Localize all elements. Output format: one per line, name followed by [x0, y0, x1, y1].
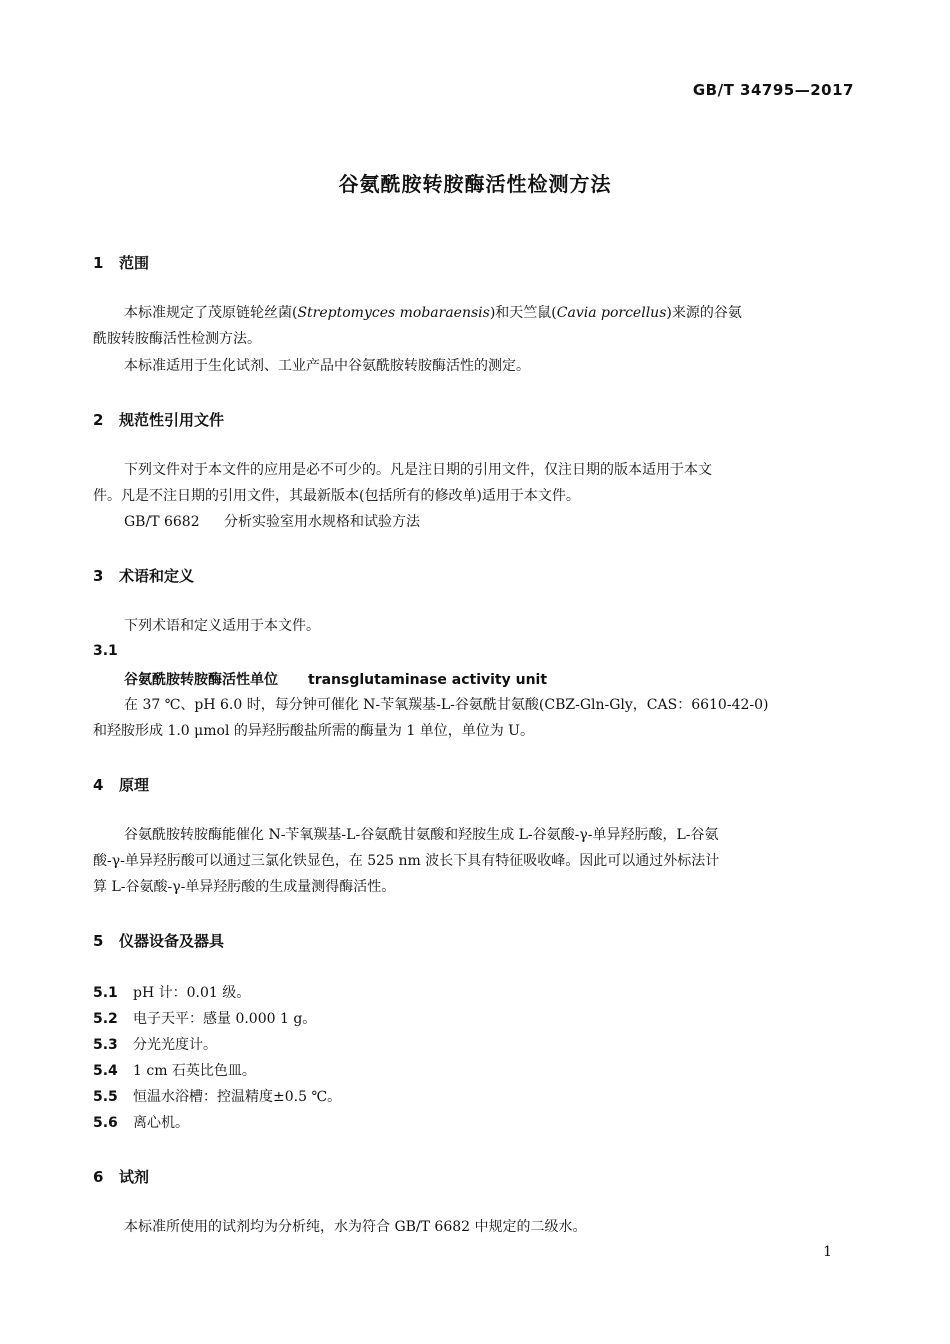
text-run: )来源的谷氨 [666, 305, 742, 321]
principle-line-1: 谷氨酰胺转胺酶能催化 N-苄氧羰基-L-谷氨酰甘氨酸和羟胺生成 L-谷氨酸-γ-单异羟肟酸，L-谷氨 [124, 827, 719, 843]
section-number: 3 [93, 567, 104, 585]
term-chinese: 谷氨酰胺转胺酶活性单位 [124, 672, 278, 688]
item-text: pH 计：0.01 级。 [133, 985, 251, 1001]
item-number: 5.6 [93, 1115, 118, 1131]
term-definition-cont: 和羟胺形成 1.0 μmol 的异羟肟酸盐所需的酶量为 1 单位，单位为 U。 [93, 723, 534, 739]
section-number: 4 [93, 776, 104, 794]
item-number: 5.3 [93, 1037, 118, 1053]
equipment-item [93, 1035, 217, 1055]
section-title: 试剂 [119, 1168, 150, 1186]
equipment-item [93, 983, 250, 1003]
page-number: 1 [823, 1244, 832, 1260]
equipment-item [93, 1113, 189, 1133]
principle-line-2: 酸-γ-单异羟肟酸可以通过三氯化铁显色，在 525 nm 波长下具有特征吸收峰。因此可以通过外标法计 [93, 853, 720, 869]
item-text: 离心机。 [133, 1115, 189, 1131]
terms-intro: 下列术语和定义适用于本文件。 [124, 618, 320, 634]
section-5-heading [93, 930, 224, 951]
item-text: 恒温水浴槽：控温精度±0.5 ℃。 [133, 1089, 342, 1105]
scope-paragraph-2: 本标准适用于生化试剂、工业产品中谷氨酰胺转胺酶活性的测定。 [124, 358, 530, 374]
item-number: 5.1 [93, 985, 118, 1001]
section-title: 仪器设备及器具 [119, 932, 225, 950]
section-title: 范围 [119, 254, 150, 272]
equipment-item [93, 1009, 316, 1029]
term-english: transglutaminase activity unit [308, 672, 548, 688]
text-run: 本标准规定了茂原链轮丝菌( [124, 305, 298, 321]
section-number: 2 [93, 411, 104, 429]
section-2-heading [93, 409, 224, 430]
item-text: 1 cm 石英比色皿。 [133, 1063, 256, 1079]
text-run: )和天竺鼠( [489, 305, 557, 321]
scope-paragraph-1 [124, 303, 742, 323]
section-number: 6 [93, 1168, 104, 1186]
subsection-number: 3.1 [93, 643, 118, 659]
section-number: 5 [93, 932, 104, 950]
reagents-paragraph: 本标准所使用的试剂均为分析纯，水为符合 GB/T 6682 中规定的二级水。 [124, 1219, 587, 1235]
item-number: 5.5 [93, 1089, 118, 1105]
section-1-heading [93, 252, 149, 273]
item-number: 5.4 [93, 1063, 118, 1079]
section-title: 规范性引用文件 [119, 411, 225, 429]
reference-title: 分析实验室用水规格和试验方法 [224, 514, 420, 530]
equipment-item [93, 1061, 256, 1081]
section-3-heading [93, 565, 194, 586]
term-definition: 在 37 ℃、pH 6.0 时，每分钟可催化 N-苄氧羰基-L-谷氨酰甘氨酸(CBZ-Gln-Gly，CAS：6610-42-0) [124, 697, 769, 713]
term-entry [124, 669, 547, 689]
section-6-heading [93, 1166, 149, 1187]
species-name: Cavia porcellus [556, 305, 667, 321]
section-title: 术语和定义 [119, 567, 195, 585]
item-number: 5.2 [93, 1011, 118, 1027]
species-name: Streptomyces mobaraensis [297, 305, 490, 321]
section-4-heading [93, 774, 149, 795]
reference-code: GB/T 6682 [124, 514, 200, 530]
item-text: 分光光度计。 [133, 1037, 217, 1053]
principle-line-3: 算 L-谷氨酸-γ-单异羟肟酸的生成量测得酶活性。 [93, 879, 396, 895]
item-text: 电子天平：感量 0.000 1 g。 [133, 1011, 317, 1027]
normative-paragraph-cont: 件。凡是不注日期的引用文件，其最新版本(包括所有的修改单)适用于本文件。 [93, 488, 580, 504]
equipment-item [93, 1087, 341, 1107]
normative-reference [124, 512, 420, 532]
normative-paragraph: 下列文件对于本文件的应用是必不可少的。凡是注日期的引用文件，仅注日期的版本适用于本文 [124, 462, 712, 478]
scope-paragraph-1-cont: 酰胺转胺酶活性检测方法。 [93, 331, 261, 347]
standard-code: GB/T 34795—2017 [692, 81, 854, 99]
section-title: 原理 [119, 776, 150, 794]
document-title: 谷氨酰胺转胺酶活性检测方法 [338, 172, 612, 196]
section-number: 1 [93, 254, 104, 272]
